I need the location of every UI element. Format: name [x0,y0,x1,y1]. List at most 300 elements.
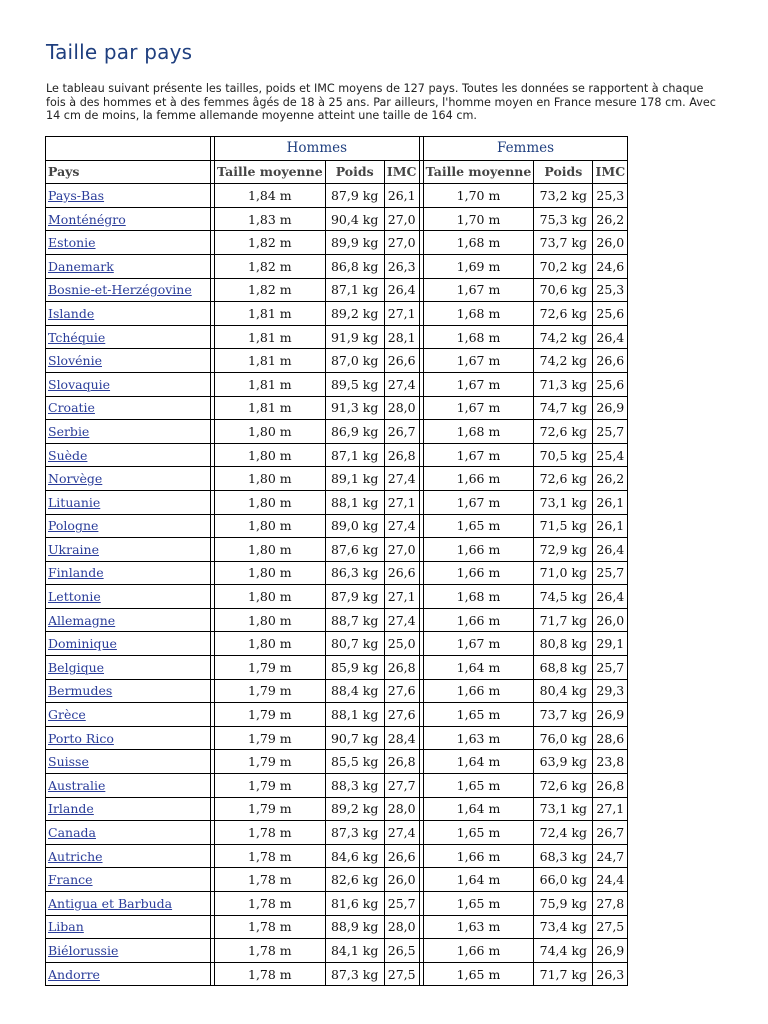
men-bmi-cell: 27,0 [384,231,419,255]
men-height-cell: 1,80 m [215,632,326,656]
country-link[interactable]: Allemagne [48,612,116,628]
column-header-men-weight: Poids [325,160,384,184]
men-bmi-cell: 26,7 [384,420,419,444]
men-bmi-cell: 28,4 [384,726,419,750]
women-weight-cell: 73,7 kg [534,231,593,255]
country-cell [46,184,211,208]
men-weight-cell: 82,6 kg [325,868,384,892]
men-weight-cell: 91,3 kg [325,396,384,420]
column-header-country: Pays [46,160,211,184]
women-bmi-cell: 27,5 [593,915,628,939]
women-weight-cell: 70,5 kg [534,443,593,467]
women-weight-cell: 68,8 kg [534,656,593,680]
men-weight-cell: 87,1 kg [325,278,384,302]
men-bmi-cell: 27,4 [384,821,419,845]
women-weight-cell: 74,4 kg [534,939,593,963]
women-height-cell: 1,67 m [423,278,534,302]
men-weight-cell: 80,7 kg [325,632,384,656]
women-bmi-cell: 26,8 [593,774,628,798]
table-row [46,372,628,396]
country-cell [46,821,211,845]
column-header-women-weight: Poids [534,160,593,184]
column-header-men-bmi: IMC [384,160,419,184]
women-bmi-cell: 26,7 [593,821,628,845]
table-row [46,656,628,680]
men-weight-cell: 84,1 kg [325,939,384,963]
table-row [46,679,628,703]
table-row [46,774,628,798]
men-height-cell: 1,81 m [215,372,326,396]
country-link[interactable]: Canada [48,825,96,841]
country-link[interactable]: Dominique [48,636,117,652]
men-weight-cell: 90,7 kg [325,726,384,750]
men-weight-cell: 85,5 kg [325,750,384,774]
men-weight-cell: 85,9 kg [325,656,384,680]
women-height-cell: 1,65 m [423,892,534,916]
women-weight-cell: 73,1 kg [534,490,593,514]
women-weight-cell: 73,2 kg [534,184,593,208]
country-cell [46,679,211,703]
men-height-cell: 1,83 m [215,207,326,231]
country-link[interactable]: Lettonie [48,589,101,605]
women-weight-cell: 74,2 kg [534,325,593,349]
women-height-cell: 1,68 m [423,420,534,444]
country-link[interactable]: Ukraine [48,541,99,557]
women-bmi-cell: 26,9 [593,939,628,963]
women-height-cell: 1,63 m [423,726,534,750]
men-height-cell: 1,78 m [215,844,326,868]
men-weight-cell: 89,0 kg [325,514,384,538]
men-height-cell: 1,84 m [215,184,326,208]
group-header-blank [46,137,211,161]
women-bmi-cell: 26,3 [593,962,628,986]
men-weight-cell: 88,9 kg [325,915,384,939]
table-row [46,467,628,491]
women-weight-cell: 76,0 kg [534,726,593,750]
country-link[interactable]: Slovénie [48,353,102,369]
women-height-cell: 1,64 m [423,797,534,821]
women-weight-cell: 71,5 kg [534,514,593,538]
women-weight-cell: 75,3 kg [534,207,593,231]
women-height-cell: 1,65 m [423,962,534,986]
women-height-cell: 1,66 m [423,561,534,585]
women-weight-cell: 63,9 kg [534,750,593,774]
country-cell [46,750,211,774]
country-cell [46,703,211,727]
men-bmi-cell: 26,6 [384,844,419,868]
country-cell [46,585,211,609]
women-weight-cell: 72,4 kg [534,821,593,845]
men-bmi-cell: 27,4 [384,608,419,632]
country-cell [46,490,211,514]
women-height-cell: 1,70 m [423,184,534,208]
table-row [46,490,628,514]
men-weight-cell: 81,6 kg [325,892,384,916]
women-bmi-cell: 26,9 [593,703,628,727]
country-link[interactable]: Serbie [48,423,90,439]
table-row [46,750,628,774]
men-bmi-cell: 26,8 [384,443,419,467]
women-weight-cell: 72,6 kg [534,774,593,798]
column-header-men-height: Taille moyenne [215,160,326,184]
country-cell [46,302,211,326]
table-row [46,443,628,467]
women-height-cell: 1,64 m [423,750,534,774]
men-height-cell: 1,79 m [215,797,326,821]
women-height-cell: 1,67 m [423,443,534,467]
men-bmi-cell: 27,6 [384,703,419,727]
women-bmi-cell: 29,3 [593,679,628,703]
women-weight-cell: 71,7 kg [534,608,593,632]
table-row [46,939,628,963]
women-bmi-cell: 26,2 [593,207,628,231]
women-height-cell: 1,63 m [423,915,534,939]
group-header-women: Femmes [423,137,628,161]
page-title: Taille par pays [46,40,193,64]
men-weight-cell: 86,3 kg [325,561,384,585]
group-header-men: Hommes [215,137,420,161]
country-cell [46,962,211,986]
country-cell [46,254,211,278]
country-cell [46,632,211,656]
men-bmi-cell: 28,1 [384,325,419,349]
men-height-cell: 1,79 m [215,679,326,703]
country-cell [46,774,211,798]
men-weight-cell: 91,9 kg [325,325,384,349]
men-weight-cell: 88,1 kg [325,703,384,727]
men-bmi-cell: 26,6 [384,561,419,585]
women-height-cell: 1,68 m [423,585,534,609]
women-height-cell: 1,66 m [423,939,534,963]
country-cell [46,420,211,444]
women-weight-cell: 74,2 kg [534,349,593,373]
women-bmi-cell: 26,0 [593,231,628,255]
table-row [46,538,628,562]
table-row [46,561,628,585]
women-bmi-cell: 24,4 [593,868,628,892]
women-height-cell: 1,66 m [423,538,534,562]
women-height-cell: 1,70 m [423,207,534,231]
women-weight-cell: 80,4 kg [534,679,593,703]
table-row [46,349,628,373]
country-cell [46,538,211,562]
country-link[interactable]: Grèce [48,707,86,723]
country-link[interactable]: Andorre [48,966,100,982]
men-bmi-cell: 27,0 [384,207,419,231]
men-bmi-cell: 27,5 [384,962,419,986]
country-cell [46,278,211,302]
men-weight-cell: 89,1 kg [325,467,384,491]
men-bmi-cell: 26,1 [384,184,419,208]
women-weight-cell: 80,8 kg [534,632,593,656]
women-bmi-cell: 24,6 [593,254,628,278]
table-row [46,962,628,986]
men-bmi-cell: 26,5 [384,939,419,963]
country-cell [46,608,211,632]
country-cell [46,726,211,750]
men-height-cell: 1,81 m [215,396,326,420]
men-height-cell: 1,80 m [215,420,326,444]
table-row [46,302,628,326]
country-cell [46,396,211,420]
table-body [46,184,628,986]
men-bmi-cell: 27,6 [384,679,419,703]
women-height-cell: 1,67 m [423,349,534,373]
country-link[interactable]: Liban [48,919,84,935]
men-height-cell: 1,82 m [215,231,326,255]
men-weight-cell: 90,4 kg [325,207,384,231]
women-weight-cell: 72,6 kg [534,420,593,444]
men-weight-cell: 87,3 kg [325,962,384,986]
men-height-cell: 1,80 m [215,538,326,562]
men-bmi-cell: 28,0 [384,396,419,420]
women-height-cell: 1,68 m [423,231,534,255]
women-bmi-cell: 25,7 [593,420,628,444]
country-link[interactable]: Finlande [48,565,104,581]
table-row [46,703,628,727]
women-weight-cell: 70,2 kg [534,254,593,278]
country-link[interactable]: Antigua et Barbuda [48,895,173,911]
men-bmi-cell: 27,1 [384,302,419,326]
country-link[interactable]: Lituanie [48,494,101,510]
men-bmi-cell: 26,8 [384,656,419,680]
country-link[interactable]: Australie [48,777,106,793]
men-bmi-cell: 26,0 [384,868,419,892]
men-weight-cell: 87,1 kg [325,443,384,467]
men-bmi-cell: 27,0 [384,538,419,562]
country-link[interactable]: Autriche [48,848,103,864]
country-cell [46,656,211,680]
men-height-cell: 1,81 m [215,349,326,373]
country-link[interactable]: Suisse [48,754,89,770]
women-height-cell: 1,67 m [423,632,534,656]
table-row [46,254,628,278]
country-cell [46,372,211,396]
table-row [46,420,628,444]
men-height-cell: 1,78 m [215,939,326,963]
women-weight-cell: 72,6 kg [534,302,593,326]
men-weight-cell: 89,2 kg [325,302,384,326]
men-weight-cell: 88,7 kg [325,608,384,632]
men-height-cell: 1,82 m [215,278,326,302]
men-weight-cell: 87,0 kg [325,349,384,373]
women-bmi-cell: 25,3 [593,278,628,302]
men-bmi-cell: 27,4 [384,372,419,396]
women-weight-cell: 74,7 kg [534,396,593,420]
women-bmi-cell: 28,6 [593,726,628,750]
men-weight-cell: 88,4 kg [325,679,384,703]
women-height-cell: 1,66 m [423,608,534,632]
country-cell [46,349,211,373]
women-height-cell: 1,66 m [423,844,534,868]
men-height-cell: 1,80 m [215,443,326,467]
women-height-cell: 1,67 m [423,396,534,420]
men-bmi-cell: 27,1 [384,585,419,609]
table-row [46,915,628,939]
women-weight-cell: 66,0 kg [534,868,593,892]
men-bmi-cell: 26,8 [384,750,419,774]
women-bmi-cell: 26,4 [593,325,628,349]
women-bmi-cell: 27,1 [593,797,628,821]
table-row [46,821,628,845]
women-weight-cell: 71,3 kg [534,372,593,396]
table-row [46,325,628,349]
country-cell [46,207,211,231]
men-weight-cell: 89,5 kg [325,372,384,396]
country-link[interactable]: Belgique [48,659,105,675]
group-header-row [46,137,628,161]
men-height-cell: 1,78 m [215,962,326,986]
men-weight-cell: 87,9 kg [325,184,384,208]
country-link[interactable]: Pays-Bas [48,187,105,203]
table-row [46,608,628,632]
women-bmi-cell: 23,8 [593,750,628,774]
men-height-cell: 1,82 m [215,254,326,278]
women-height-cell: 1,67 m [423,372,534,396]
women-height-cell: 1,65 m [423,514,534,538]
men-height-cell: 1,80 m [215,514,326,538]
men-bmi-cell: 26,3 [384,254,419,278]
table-row [46,868,628,892]
women-bmi-cell: 25,6 [593,302,628,326]
women-weight-cell: 73,4 kg [534,915,593,939]
column-header-women-bmi: IMC [593,160,628,184]
women-bmi-cell: 26,1 [593,514,628,538]
women-weight-cell: 73,1 kg [534,797,593,821]
country-cell [46,514,211,538]
country-link[interactable]: Suède [48,447,88,463]
country-link[interactable]: Danemark [48,258,114,274]
country-link[interactable]: Biélorussie [48,942,119,958]
intro-paragraph: Le tableau suivant présente les tailles, poids et IMC moyens de 127 pays. Toutes les données se rapportent à chaque fois à des hommes et à des femmes âgés de 18 à 25 ans. Par ailleurs, l'homme moyen en France mesure 178 cm. Avec 14 cm de moins, la femme allemande moyenne atteint une taille de 164 cm. [46,82,716,122]
men-height-cell: 1,78 m [215,868,326,892]
men-weight-cell: 88,3 kg [325,774,384,798]
men-bmi-cell: 25,0 [384,632,419,656]
men-weight-cell: 84,6 kg [325,844,384,868]
men-bmi-cell: 28,0 [384,915,419,939]
men-height-cell: 1,79 m [215,703,326,727]
women-height-cell: 1,66 m [423,467,534,491]
men-weight-cell: 87,9 kg [325,585,384,609]
country-link[interactable]: Norvège [48,471,103,487]
women-height-cell: 1,69 m [423,254,534,278]
men-height-cell: 1,80 m [215,467,326,491]
table-row [46,844,628,868]
women-bmi-cell: 26,2 [593,467,628,491]
women-weight-cell: 74,5 kg [534,585,593,609]
country-link[interactable]: Irlande [48,801,94,817]
country-cell [46,844,211,868]
women-bmi-cell: 27,8 [593,892,628,916]
men-height-cell: 1,80 m [215,585,326,609]
women-bmi-cell: 26,6 [593,349,628,373]
country-link[interactable]: Estonie [48,235,96,251]
table-row [46,892,628,916]
country-link[interactable]: Tchéquie [48,329,106,345]
men-height-cell: 1,78 m [215,892,326,916]
women-height-cell: 1,65 m [423,821,534,845]
women-bmi-cell: 25,7 [593,561,628,585]
men-bmi-cell: 27,1 [384,490,419,514]
table-row [46,207,628,231]
men-weight-cell: 87,3 kg [325,821,384,845]
men-height-cell: 1,78 m [215,821,326,845]
women-bmi-cell: 26,4 [593,585,628,609]
country-link[interactable]: Bermudes [48,683,113,699]
country-cell [46,939,211,963]
table-row [46,231,628,255]
men-weight-cell: 89,9 kg [325,231,384,255]
country-link[interactable]: Porto Rico [48,730,114,746]
women-bmi-cell: 26,9 [593,396,628,420]
country-link[interactable]: Islande [48,305,95,321]
country-link[interactable]: Pologne [48,518,99,534]
men-bmi-cell: 25,7 [384,892,419,916]
table-row [46,184,628,208]
men-height-cell: 1,79 m [215,774,326,798]
women-height-cell: 1,64 m [423,656,534,680]
men-bmi-cell: 26,4 [384,278,419,302]
women-height-cell: 1,68 m [423,325,534,349]
men-height-cell: 1,80 m [215,608,326,632]
men-height-cell: 1,80 m [215,561,326,585]
country-link[interactable]: Bosnie-et-Herzégovine [48,282,192,298]
men-height-cell: 1,79 m [215,726,326,750]
women-bmi-cell: 29,1 [593,632,628,656]
men-height-cell: 1,81 m [215,302,326,326]
women-height-cell: 1,65 m [423,703,534,727]
women-height-cell: 1,65 m [423,774,534,798]
table-row [46,396,628,420]
country-cell [46,231,211,255]
women-weight-cell: 71,7 kg [534,962,593,986]
men-weight-cell: 89,2 kg [325,797,384,821]
table-row [46,585,628,609]
men-height-cell: 1,81 m [215,325,326,349]
men-height-cell: 1,79 m [215,750,326,774]
country-cell [46,797,211,821]
country-cell [46,443,211,467]
women-bmi-cell: 25,7 [593,656,628,680]
women-weight-cell: 71,0 kg [534,561,593,585]
men-weight-cell: 86,8 kg [325,254,384,278]
women-height-cell: 1,66 m [423,679,534,703]
men-height-cell: 1,79 m [215,656,326,680]
women-height-cell: 1,64 m [423,868,534,892]
men-bmi-cell: 27,7 [384,774,419,798]
women-height-cell: 1,67 m [423,490,534,514]
table-row [46,797,628,821]
women-weight-cell: 68,3 kg [534,844,593,868]
table-row [46,514,628,538]
country-cell [46,915,211,939]
country-link[interactable]: Monténégro [48,211,126,227]
country-link[interactable]: Croatie [48,400,95,416]
country-link[interactable]: France [48,872,93,888]
men-height-cell: 1,80 m [215,490,326,514]
height-by-country-table [45,136,628,986]
women-weight-cell: 72,9 kg [534,538,593,562]
column-header-row [46,160,628,184]
women-bmi-cell: 26,1 [593,490,628,514]
women-weight-cell: 73,7 kg [534,703,593,727]
table-row [46,278,628,302]
women-bmi-cell: 25,6 [593,372,628,396]
men-weight-cell: 86,9 kg [325,420,384,444]
country-link[interactable]: Slovaquie [48,376,111,392]
women-bmi-cell: 25,3 [593,184,628,208]
country-cell [46,467,211,491]
